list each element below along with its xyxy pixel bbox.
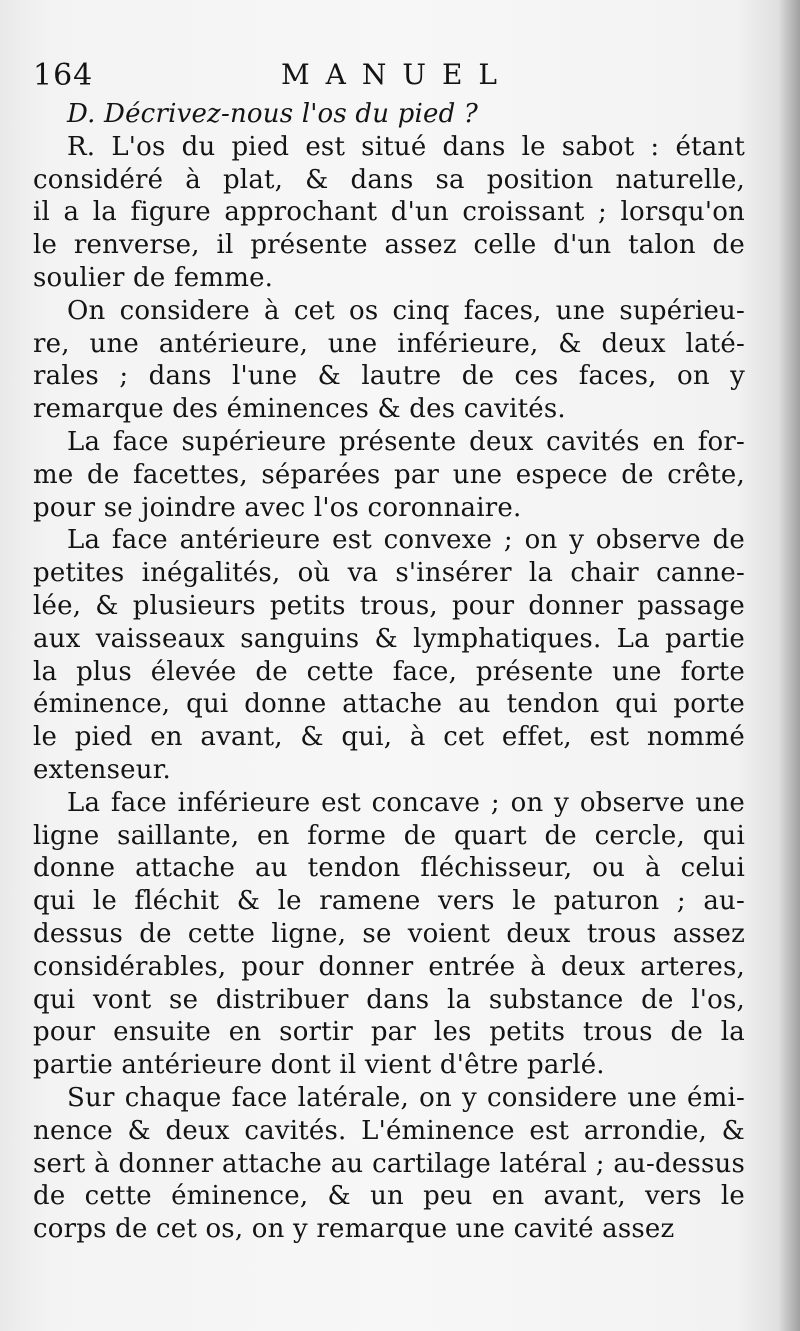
paragraph [33, 295, 745, 426]
text-line: pour ensuite en sortir par les petits trous de la [33, 1017, 745, 1048]
text-line: éminence, qui donne attache au tendon qui porte [33, 689, 745, 720]
text-line: On considere à cet os cinq faces, une supérieu- [67, 295, 745, 326]
text-line: ligne saillante, en forme de quart de cercle, qui [33, 820, 745, 851]
paragraph [33, 426, 745, 524]
text-line: partie antérieure dont il vient d'être parlé. [33, 1050, 605, 1081]
text-line: Sur chaque face latérale, on y considere une émi- [67, 1082, 745, 1113]
text-line: re, une antérieure, une inférieure, & deux laté- [33, 328, 745, 359]
text-line: R. L'os du pied est situé dans le sabot : étant [67, 131, 745, 162]
text-line: rales ; dans l'une & lautre de ces faces, on y [33, 361, 745, 392]
question-paragraph [33, 98, 745, 131]
text-line: sert à donner attache au cartilage latéral ; au-dessus [33, 1148, 745, 1179]
page-edge-shadow [778, 0, 800, 1331]
text-line: qui le fléchit & le ramene vers le paturon ; au- [33, 886, 745, 917]
text-line: il a la figure approchant d'un croissant ; lorsqu'on [33, 197, 745, 228]
text-line: soulier de femme. [33, 262, 274, 293]
paragraph [33, 524, 745, 786]
text-line: nence & deux cavités. L'éminence est arrondie, & [33, 1115, 745, 1146]
text-line: considéré à plat, & dans sa position naturelle, [33, 164, 745, 195]
text-line: extenseur. [33, 754, 171, 785]
text-line: le renverse, il présente assez celle d'un talon de [33, 230, 745, 261]
text-line: donne attache au tendon fléchisseur, ou à celui [33, 853, 745, 884]
text-line: dessus de cette ligne, se voient deux trous assez [33, 918, 745, 949]
paragraph [33, 787, 745, 1082]
page-header [33, 58, 743, 98]
text-line: me de facettes, séparées par une espece de crête, [33, 459, 745, 490]
text-line: corps de cet os, on y remarque une cavité assez [33, 1214, 675, 1245]
text-line: de cette éminence, & un peu en avant, vers le [33, 1181, 745, 1212]
text-line: qui vont se distribuer dans la substance de l'os, [33, 984, 745, 1015]
paragraph [33, 131, 745, 295]
text-line: D. Décrivez-nous l'os du pied ? [67, 99, 479, 129]
page-number: 164 [33, 58, 94, 93]
text-line: remarque des éminences & des cavités. [33, 394, 566, 425]
text-line: considérables, pour donner entrée à deux arteres, [33, 951, 745, 982]
body-text [33, 98, 745, 1246]
text-line: la plus élevée de cette face, présente une forte [33, 656, 745, 687]
running-head: MANUEL [281, 58, 514, 91]
text-line: La face antérieure est convexe ; on y observe de [67, 525, 745, 556]
text-line: aux vaisseaux sanguins & lymphatiques. La partie [33, 623, 745, 654]
text-line: le pied en avant, & qui, à cet effet, est nommé [33, 722, 745, 753]
paragraph [33, 1082, 745, 1246]
text-line: La face supérieure présente deux cavités en for- [67, 426, 745, 457]
text-line: La face inférieure est concave ; on y observe une [67, 787, 745, 818]
text-line: lée, & plusieurs petits trous, pour donner passage [33, 590, 745, 621]
text-line: petites inégalités, où va s'insérer la chair canne- [33, 558, 745, 589]
text-line: pour se joindre avec l'os coronnaire. [33, 492, 522, 523]
